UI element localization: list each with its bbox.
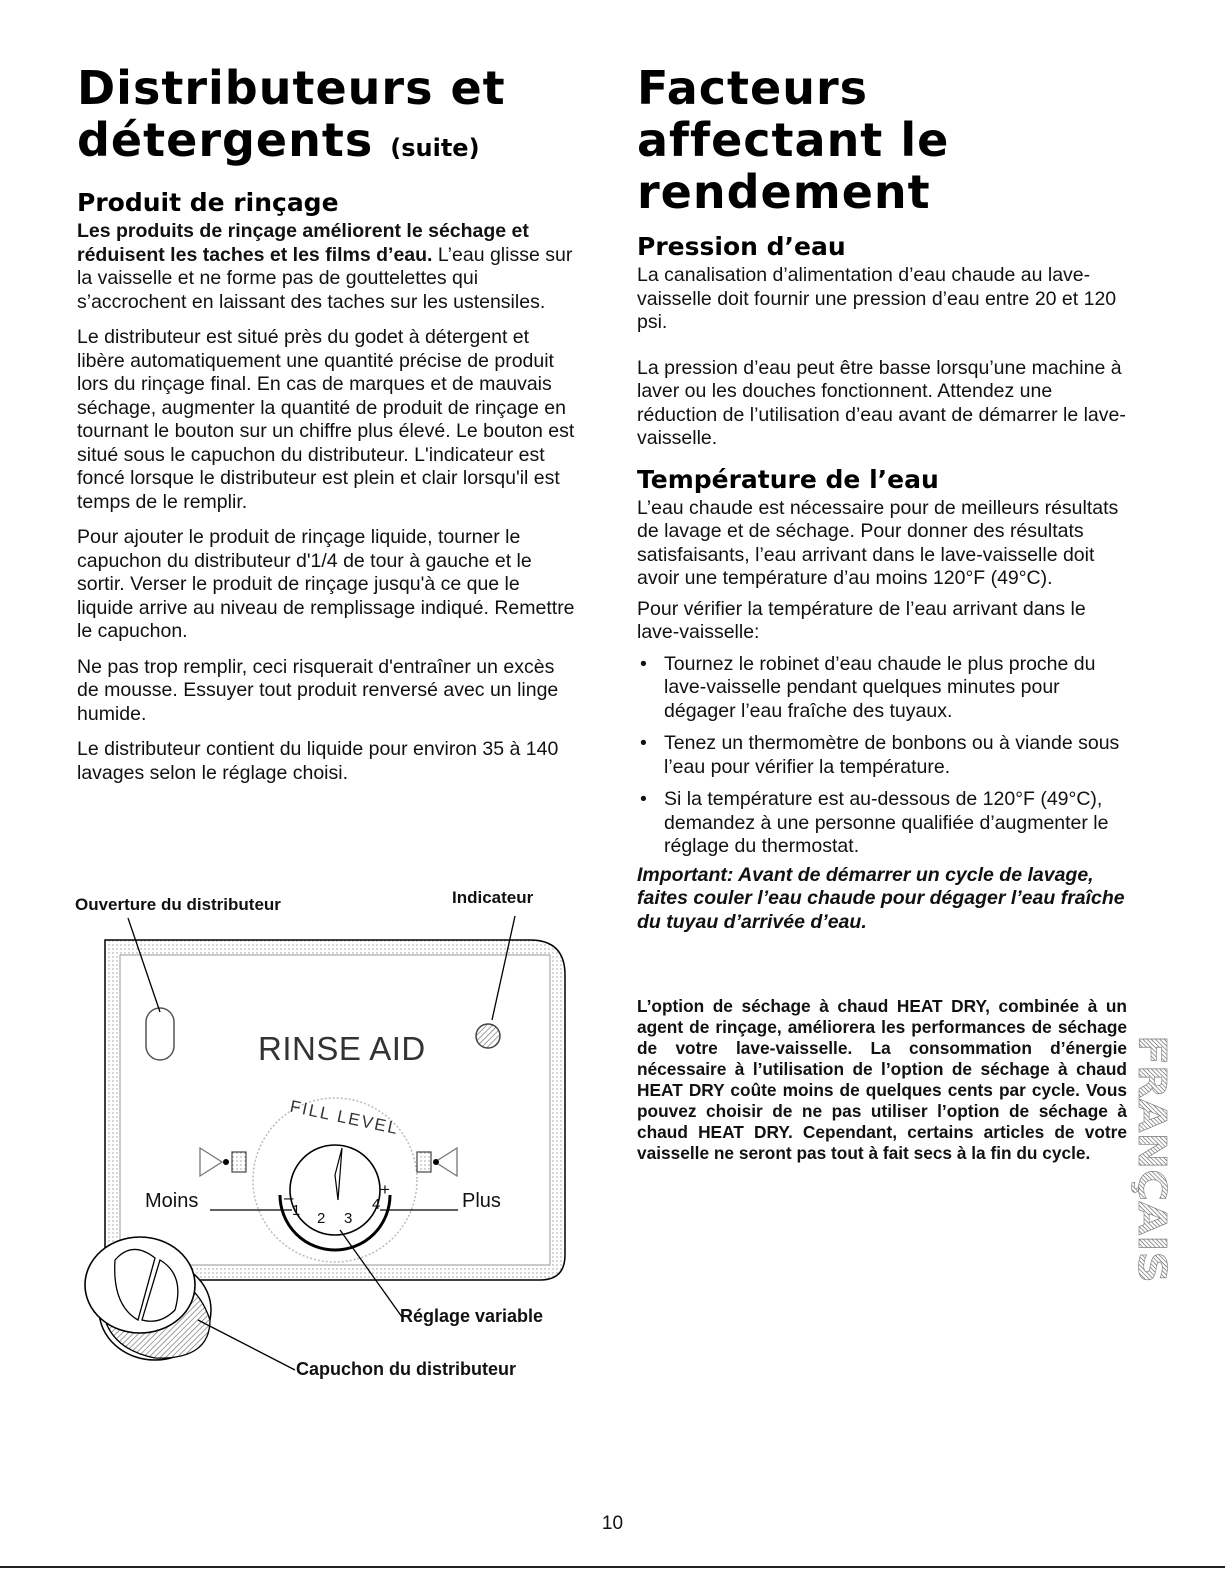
left-title-suffix: (suite): [390, 134, 480, 162]
right-title-line1: Facteurs affectant le: [637, 61, 950, 167]
label-more: Plus: [462, 1190, 501, 1212]
rinse-aid-para-2: Le distributeur est situé près du godet à détergent et libère automatiquement une quantité précise de produit lors du rinçage final. En cas de marques et de mauvais séchage, augmenter la quantité de produit de rinçage en tournant le bouton sur un chiffre plus élevé. Le bouton est situé sous le capuchon du distributeur. L'indicateur est foncé lorsque le distributeur est plein et clair lorsqu'il est temps de le remplir.: [77, 326, 575, 513]
water-temperature-para-1: L’eau chaude est nécessaire pour de meilleurs résultats de lavage et de séchage. Pour donner des résultats satisfaisants, l’eau arrivant dans le lave-vaisselle doit avoir une température d’au moins 120°F (49°C).: [637, 496, 1119, 589]
rinse-aid-heading: Produit de rinçage: [77, 188, 339, 217]
dial-number-4: 4: [372, 1196, 381, 1213]
right-page-title: [637, 62, 1127, 218]
heat-dry-note: L’option de séchage à chaud HEAT DRY, combinée à un agent de rinçage, améliorera les performances de séchage de votre lave-vaisselle. La consommation d’énergie nécessaire à l’utilisation de l’option de séchage à chaud HEAT DRY coûte moins de quelques cents par cycle. Vous pouvez choisir de ne pas utiliser l’option de séchage à chaud HEAT DRY. Cependant, certains articles de votre vaisselle ne seront pas tout à fait secs à la fin du cycle.: [637, 996, 1127, 1163]
panel-rinse-aid-text: RINSE AID: [258, 1030, 426, 1067]
label-less: Moins: [145, 1190, 199, 1212]
label-dispenser-cap: Capuchon du distributeur: [296, 1359, 516, 1379]
water-temperature-heading: Température de l’eau: [637, 464, 939, 494]
rinse-aid-para-5: Le distributeur contient du liquide pour environ 35 à 140 lavages selon le réglage choisi.: [77, 738, 559, 784]
left-page-title: [77, 62, 577, 174]
dial-minus: –: [284, 1188, 294, 1207]
water-pressure-heading: Pression d’eau: [637, 232, 846, 261]
dial-fill-level-text: FILL LEVEL: [288, 1096, 401, 1139]
page-number: 10: [601, 1513, 624, 1534]
dial-number-1: 1: [292, 1202, 301, 1219]
right-title-line2: rendement: [637, 165, 931, 219]
rinse-aid-para-3: Pour ajouter le produit de rinçage liquide, tourner le capuchon du distributeur d'1/4 de tour à gauche et le sortir. Verser le produit de rinçage jusqu'à ce que le liquide arrive au niveau de remplissage indiqué. Remettre le capuchon.: [77, 526, 575, 642]
rinse-aid-intro-bold: Les produits de rinçage améliorent le séchage et réduisent les taches et les films d’eau.: [77, 220, 529, 266]
important-note: Important: Avant de démarrer un cycle de lavage, faites couler l’eau chaude pour dégager l’eau fraîche du tuyau d’arrivée d’eau.: [637, 863, 1125, 933]
rinse-aid-intro-rest: L’eau glisse sur la vaisselle et ne forme pas de gouttelettes qui s’accrochent en laissant des taches sur les ustensiles.: [77, 243, 573, 313]
rinse-aid-intro: [77, 220, 577, 314]
left-title-line2: détergents: [77, 113, 374, 167]
dispenser-opening-shape: [146, 1008, 174, 1060]
temperature-check-list: [637, 653, 1127, 859]
language-side-tab: [1128, 1035, 1176, 1285]
label-variable-setting: Réglage variable: [400, 1306, 544, 1326]
left-title-line1: Distributeurs et: [77, 61, 506, 115]
rinse-aid-diagram: [60, 880, 580, 1400]
side-tab-text: FRANÇAIS: [1130, 1035, 1174, 1251]
water-pressure-para-2: La pression d’eau peut être basse lorsqu’une machine à laver ou les douches fonctionnent. Attendez une réduction de l’utilisation d’eau avant de démarrer le lave-vaisselle.: [637, 356, 1126, 449]
dial-number-3: 3: [344, 1210, 353, 1227]
left-column: [77, 62, 577, 785]
water-pressure-para-1: La canalisation d’alimentation d’eau chaude au lave-vaisselle doit fournir une pression d’eau entre 20 et 120 psi.: [637, 264, 1117, 333]
list-item: • Tournez le robinet d’eau chaude le plus proche du lave-vaisselle pendant quelques minutes pour dégager l’eau fraîche des tuyaux.: [637, 653, 1127, 724]
water-temperature-para-2: Pour vérifier la température de l’eau arrivant dans le lave-vaisselle:: [637, 597, 1086, 643]
list-item: • Tenez un thermomètre de bonbons ou à viande sous l’eau pour vérifier la température.: [637, 732, 1127, 779]
rinse-aid-para-4: Ne pas trop remplir, ceci risquerait d'entraîner un excès de mousse. Essuyer tout produit renversé avec un linge humide.: [77, 655, 559, 725]
list-item: • Si la température est au-dessous de 120°F (49°C), demandez à une personne qualifiée d’augmenter le réglage du thermostat.: [637, 788, 1127, 859]
indicator-dot: [476, 1024, 500, 1048]
label-indicator: Indicateur: [452, 888, 534, 907]
dial-number-2: 2: [317, 1210, 326, 1227]
right-column: [637, 62, 1127, 934]
dial-plus: +: [380, 1180, 390, 1199]
bottom-rule: [0, 1566, 1225, 1568]
label-dispenser-opening: Ouverture du distributeur: [75, 895, 281, 914]
